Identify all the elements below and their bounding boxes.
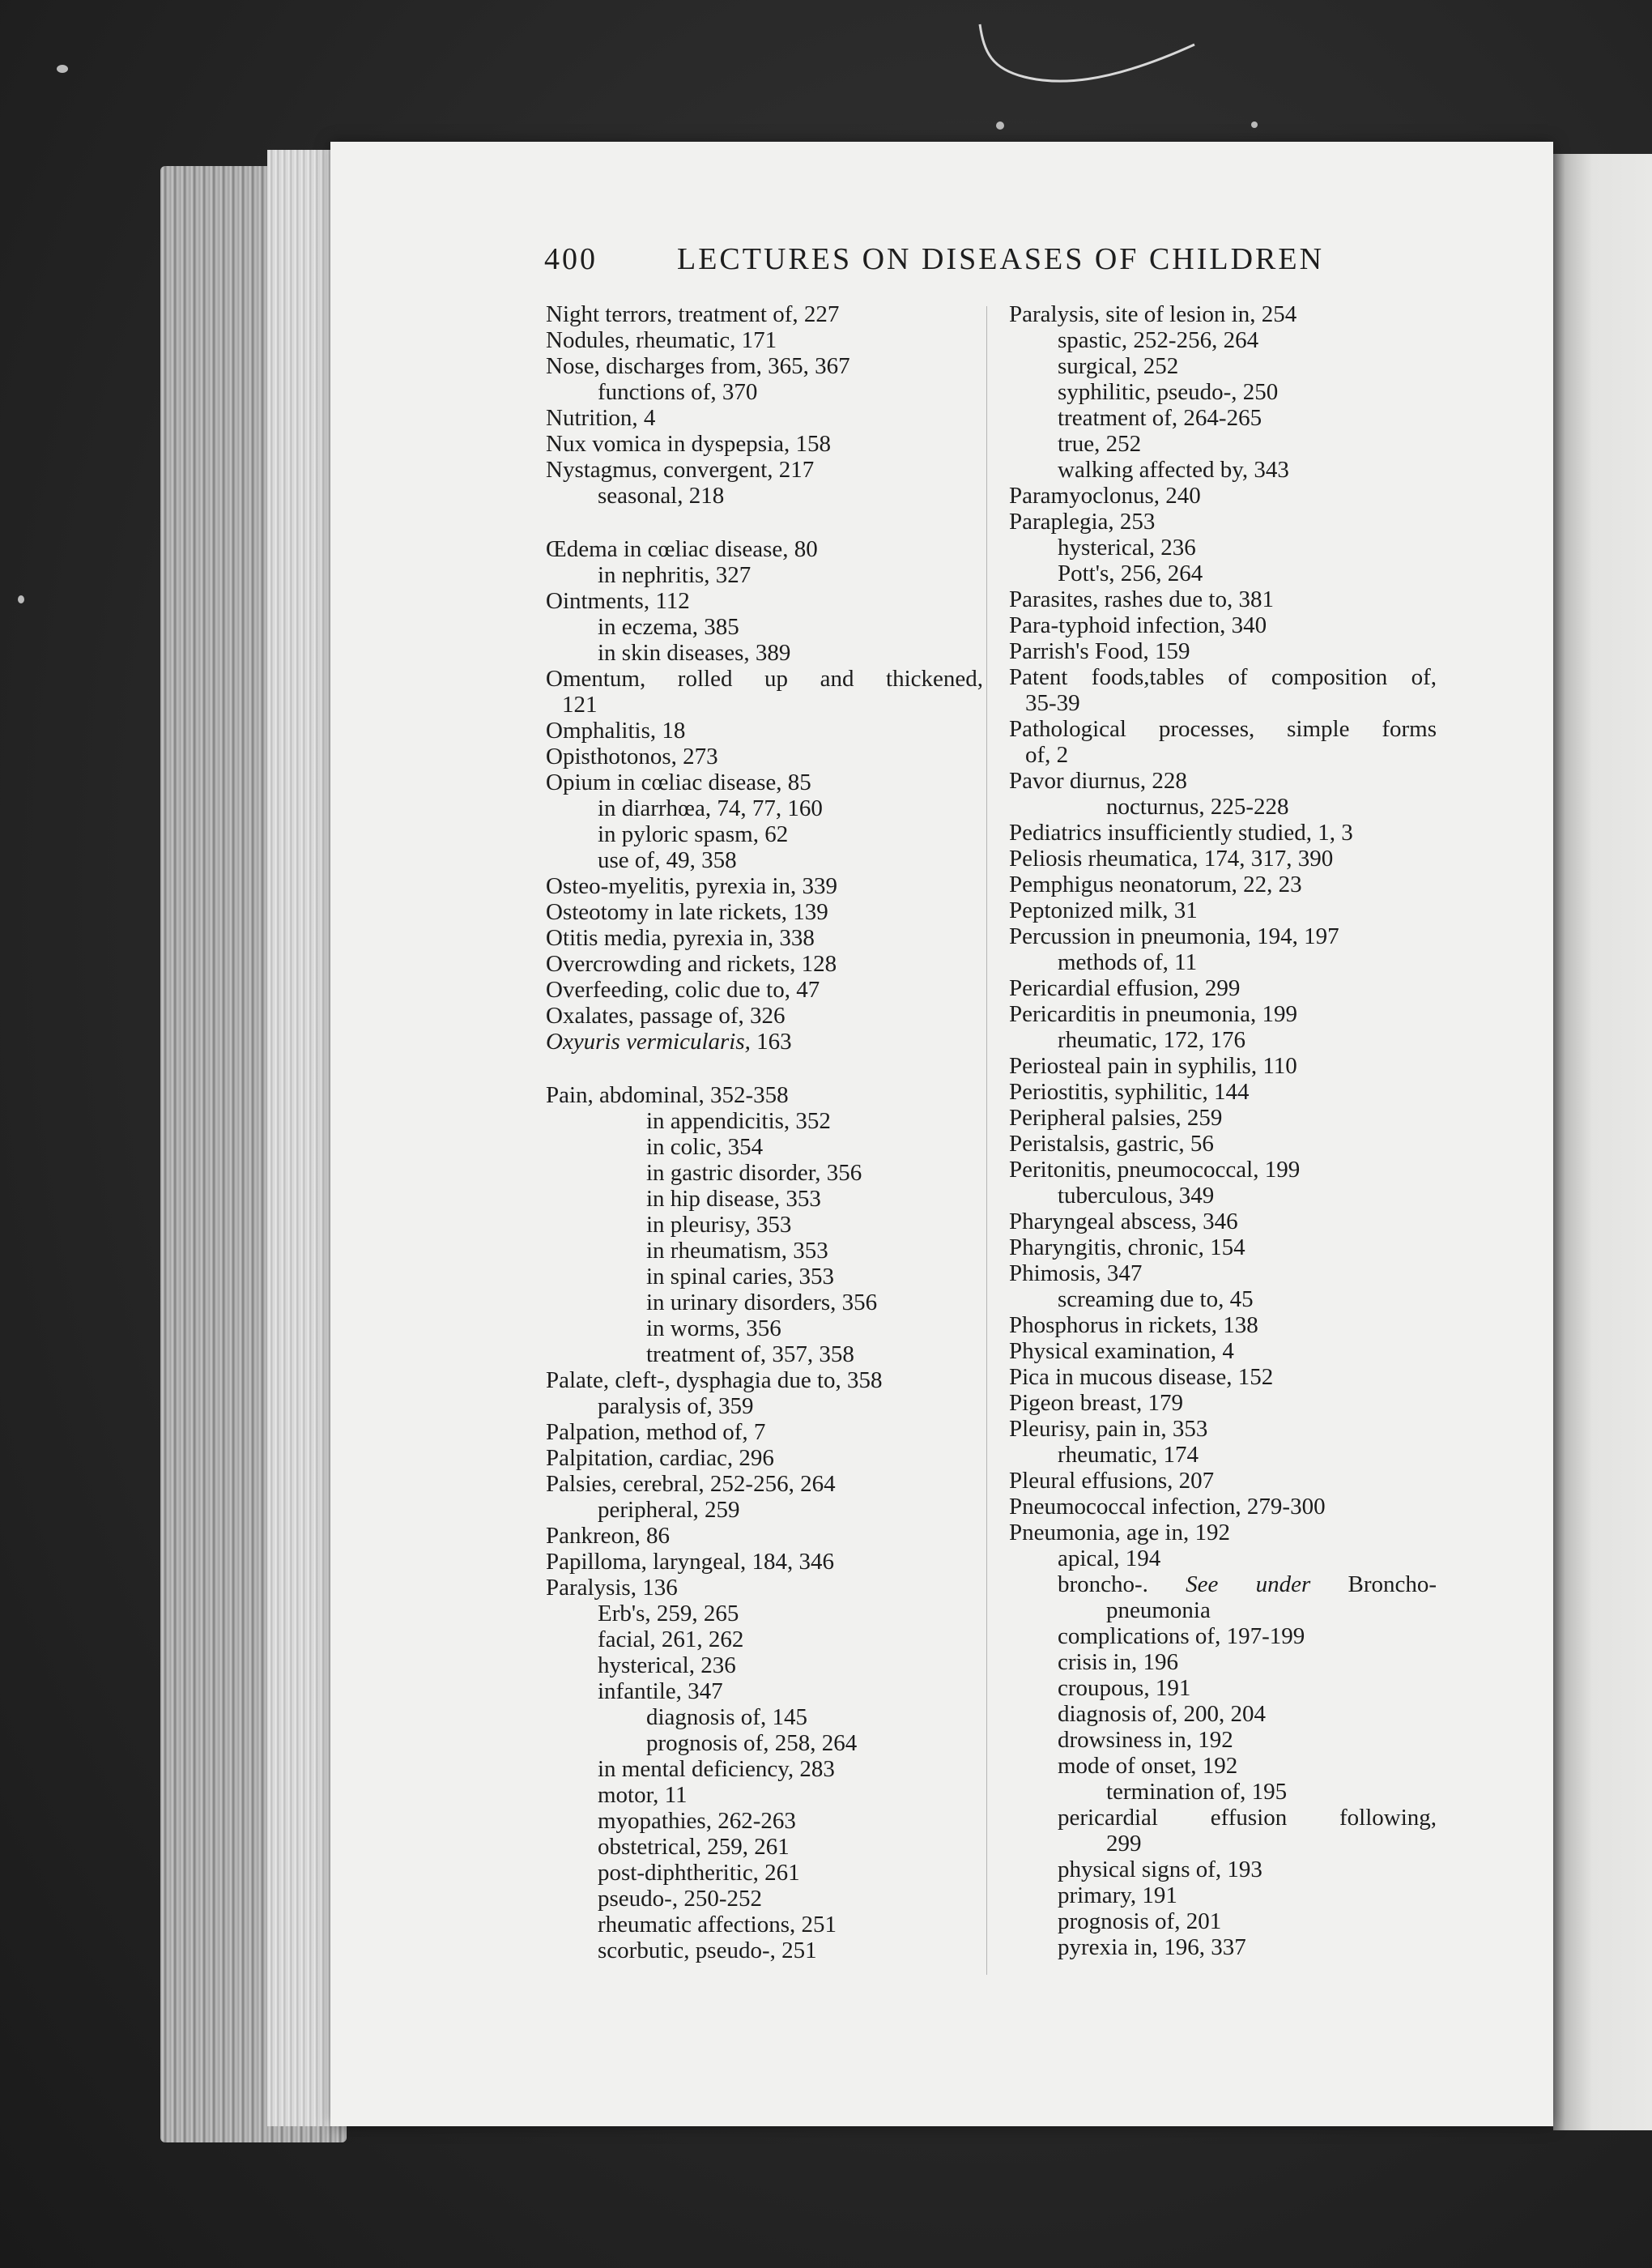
index-entry: Periosteal pain in syphilis, 110 — [1009, 1053, 1297, 1079]
index-subentry: diagnosis of, 145 — [646, 1704, 807, 1730]
hair-artifact — [976, 20, 1203, 93]
index-subentry: seasonal, 218 — [598, 483, 725, 509]
index-entry: Phimosis, 347 — [1009, 1260, 1143, 1286]
index-entry: Omentum, rolled up and thickened, — [546, 666, 983, 692]
index-entry: Phosphorus in rickets, 138 — [1009, 1312, 1258, 1338]
index-subentry: apical, 194 — [1058, 1545, 1161, 1571]
index-subentry: primary, 191 — [1058, 1882, 1177, 1908]
index-entry: Paralysis, 136 — [546, 1575, 678, 1601]
index-subentry: crisis in, 196 — [1058, 1649, 1179, 1675]
index-entry: Peptonized milk, 31 — [1009, 897, 1198, 923]
index-subentry: nocturnus, 225-228 — [1106, 794, 1289, 820]
section-gap — [546, 1055, 983, 1082]
index-subentry: hysterical, 236 — [1058, 535, 1196, 561]
index-subentry: in nephritis, 327 — [598, 562, 751, 588]
index-entry: Palsies, cerebral, 252-256, 264 — [546, 1471, 836, 1497]
index-entry: Opisthotonos, 273 — [546, 744, 718, 770]
dust-speck — [18, 595, 24, 603]
index-entry: Oxalates, passage of, 326 — [546, 1003, 786, 1029]
index-subentry: in urinary disorders, 356 — [646, 1290, 878, 1315]
index-subentry: syphilitic, pseudo-, 250 — [1058, 379, 1279, 405]
index-subentry: true, 252 — [1058, 431, 1142, 457]
index-subentry: post-diphtheritic, 261 — [598, 1860, 800, 1886]
running-head — [544, 241, 1325, 280]
index-entry: Overcrowding and rickets, 128 — [546, 951, 837, 977]
index-entry: Periostitis, syphilitic, 144 — [1009, 1079, 1250, 1105]
index-entry: Pathological processes, simple forms — [1009, 716, 1437, 742]
index-subentry: facial, 261, 262 — [598, 1626, 744, 1652]
index-entry: Percussion in pneumonia, 194, 197 — [1009, 923, 1339, 949]
index-subentry: physical signs of, 193 — [1058, 1857, 1262, 1882]
index-subentry: peripheral, 259 — [598, 1497, 740, 1523]
index-entry: Nystagmus, convergent, 217 — [546, 457, 815, 483]
index-entry: Papilloma, laryngeal, 184, 346 — [546, 1549, 834, 1575]
index-subentry: myopathies, 262-263 — [598, 1808, 796, 1834]
index-entry: Opium in cœliac disease, 85 — [546, 770, 811, 795]
index-subentry: of, 2 — [1025, 742, 1069, 768]
index-subentry: in eczema, 385 — [598, 614, 739, 640]
index-entry: Pediatrics insufficiently studied, 1, 3 — [1009, 820, 1353, 846]
index-subentry: croupous, 191 — [1058, 1675, 1191, 1701]
index-subentry: scorbutic, pseudo-, 251 — [598, 1938, 817, 1963]
index-subentry: broncho-. See under Broncho- — [1058, 1571, 1437, 1597]
index-entry: Night terrors, treatment of, 227 — [546, 301, 840, 327]
index-entry: Pavor diurnus, 228 — [1009, 768, 1187, 794]
index-entry: Osteotomy in late rickets, 139 — [546, 899, 828, 925]
index-entry: Pneumonia, age in, 192 — [1009, 1520, 1231, 1545]
index-subentry: complications of, 197-199 — [1058, 1623, 1305, 1649]
index-entry: Pneumococcal infection, 279-300 — [1009, 1494, 1326, 1520]
index-subentry: walking affected by, 343 — [1058, 457, 1289, 483]
index-entry: Overfeeding, colic due to, 47 — [546, 977, 820, 1003]
index-entry: Pleural effusions, 207 — [1009, 1468, 1215, 1494]
index-entry: Omphalitis, 18 — [546, 718, 686, 744]
index-subentry: pseudo-, 250-252 — [598, 1886, 762, 1912]
index-subentry: in pleurisy, 353 — [646, 1212, 792, 1238]
page-number: 400 — [544, 242, 598, 276]
index-subentry: in hip disease, 353 — [646, 1186, 821, 1212]
index-entry: Physical examination, 4 — [1009, 1338, 1234, 1364]
dust-speck — [57, 65, 68, 73]
index-subentry: rheumatic affections, 251 — [598, 1912, 837, 1938]
index-subentry: rheumatic, 172, 176 — [1058, 1027, 1245, 1053]
index-subentry: 35-39 — [1025, 690, 1080, 716]
index-subentry: methods of, 11 — [1058, 949, 1198, 975]
index-subentry: Pott's, 256, 264 — [1058, 561, 1203, 586]
index-entry: Palpation, method of, 7 — [546, 1419, 766, 1445]
index-entry: Peristalsis, gastric, 56 — [1009, 1131, 1214, 1157]
index-subentry: paralysis of, 359 — [598, 1393, 754, 1419]
index-entry: Peripheral palsies, 259 — [1009, 1105, 1223, 1131]
index-subentry: in gastric disorder, 356 — [646, 1160, 862, 1186]
index-subentry: Erb's, 259, 265 — [598, 1601, 739, 1626]
index-entry: Pharyngitis, chronic, 154 — [1009, 1234, 1245, 1260]
dust-speck — [996, 122, 1004, 130]
index-entry: Pain, abdominal, 352-358 — [546, 1082, 789, 1108]
index-subentry: surgical, 252 — [1058, 353, 1179, 379]
dust-speck — [1251, 122, 1258, 128]
index-entry: Pankreon, 86 — [546, 1523, 671, 1549]
index-subentry: 299 — [1106, 1831, 1142, 1857]
index-subentry: prognosis of, 258, 264 — [646, 1730, 858, 1756]
index-column-left — [546, 301, 983, 1963]
index-subentry: use of, 49, 358 — [598, 847, 737, 873]
index-subentry: pneumonia — [1106, 1597, 1211, 1623]
index-subentry: in pyloric spasm, 62 — [598, 821, 789, 847]
index-entry: Pigeon breast, 179 — [1009, 1390, 1184, 1416]
index-subentry: rheumatic, 174 — [1058, 1442, 1199, 1468]
index-subentry: mode of onset, 192 — [1058, 1753, 1238, 1779]
index-subentry: hysterical, 236 — [598, 1652, 736, 1678]
index-entry: Palpitation, cardiac, 296 — [546, 1445, 774, 1471]
index-entry: Peliosis rheumatica, 174, 317, 390 — [1009, 846, 1334, 872]
index-entry: Peritonitis, pneumococcal, 199 — [1009, 1157, 1301, 1183]
index-subentry: in spinal caries, 353 — [646, 1264, 834, 1290]
index-subentry: in colic, 354 — [646, 1134, 764, 1160]
index-entry: Paramyoclonus, 240 — [1009, 483, 1201, 509]
index-subentry: spastic, 252-256, 264 — [1058, 327, 1259, 353]
section-gap — [546, 509, 983, 536]
index-subentry: screaming due to, 45 — [1058, 1286, 1254, 1312]
index-entry: Patent foods,tables of composition of, — [1009, 664, 1437, 690]
index-entry: Parasites, rashes due to, 381 — [1009, 586, 1274, 612]
index-entry: Nutrition, 4 — [546, 405, 656, 431]
index-entry: Pleurisy, pain in, 353 — [1009, 1416, 1208, 1442]
index-entry: Pharyngeal abscess, 346 — [1009, 1209, 1238, 1234]
index-entry: Osteo-myelitis, pyrexia in, 339 — [546, 873, 838, 899]
index-entry: Parrish's Food, 159 — [1009, 638, 1190, 664]
index-subentry: tuberculous, 349 — [1058, 1183, 1215, 1209]
index-entry: Paralysis, site of lesion in, 254 — [1009, 301, 1297, 327]
index-entry: Pericardial effusion, 299 — [1009, 975, 1241, 1001]
index-subentry: termination of, 195 — [1106, 1779, 1288, 1805]
index-subentry: 121 — [562, 692, 598, 718]
index-subentry: in diarrhœa, 74, 77, 160 — [598, 795, 823, 821]
index-subentry: prognosis of, 201 — [1058, 1908, 1222, 1934]
index-entry: Palate, cleft-, dysphagia due to, 358 — [546, 1367, 883, 1393]
index-entry: Ointments, 112 — [546, 588, 690, 614]
index-subentry: infantile, 347 — [598, 1678, 723, 1704]
index-subentry: diagnosis of, 200, 204 — [1058, 1701, 1266, 1727]
index-entry: Nodules, rheumatic, 171 — [546, 327, 777, 353]
index-subentry: treatment of, 264-265 — [1058, 405, 1262, 431]
index-subentry: in skin diseases, 389 — [598, 640, 791, 666]
index-column-right — [1009, 301, 1437, 1960]
index-subentry: in rheumatism, 353 — [646, 1238, 828, 1264]
index-subentry: treatment of, 357, 358 — [646, 1341, 854, 1367]
index-subentry: functions of, 370 — [598, 379, 758, 405]
page-title: LECTURES ON DISEASES OF CHILDREN — [677, 242, 1325, 276]
index-entry: Otitis media, pyrexia in, 338 — [546, 925, 815, 951]
index-entry: Pemphigus neonatorum, 22, 23 — [1009, 872, 1302, 897]
facing-page — [1553, 154, 1652, 2130]
index-entry: Nux vomica in dyspepsia, 158 — [546, 431, 831, 457]
index-subentry: motor, 11 — [598, 1782, 688, 1808]
index-subentry: pericardial effusion following, — [1058, 1805, 1437, 1831]
column-divider — [986, 306, 987, 1975]
index-entry: Nose, discharges from, 365, 367 — [546, 353, 850, 379]
index-entry: Paraplegia, 253 — [1009, 509, 1156, 535]
index-subentry: drowsiness in, 192 — [1058, 1727, 1233, 1753]
index-entry: Pica in mucous disease, 152 — [1009, 1364, 1274, 1390]
index-entry: Para-typhoid infection, 340 — [1009, 612, 1267, 638]
index-subentry: in worms, 356 — [646, 1315, 781, 1341]
index-subentry: in mental deficiency, 283 — [598, 1756, 835, 1782]
index-entry: Pericarditis in pneumonia, 199 — [1009, 1001, 1297, 1027]
index-subentry: pyrexia in, 196, 337 — [1058, 1934, 1246, 1960]
index-subentry: in appendicitis, 352 — [646, 1108, 831, 1134]
index-entry: Œdema in cœliac disease, 80 — [546, 536, 818, 562]
index-subentry: obstetrical, 259, 261 — [598, 1834, 790, 1860]
index-entry: Oxyuris vermicularis, 163 — [546, 1029, 792, 1055]
